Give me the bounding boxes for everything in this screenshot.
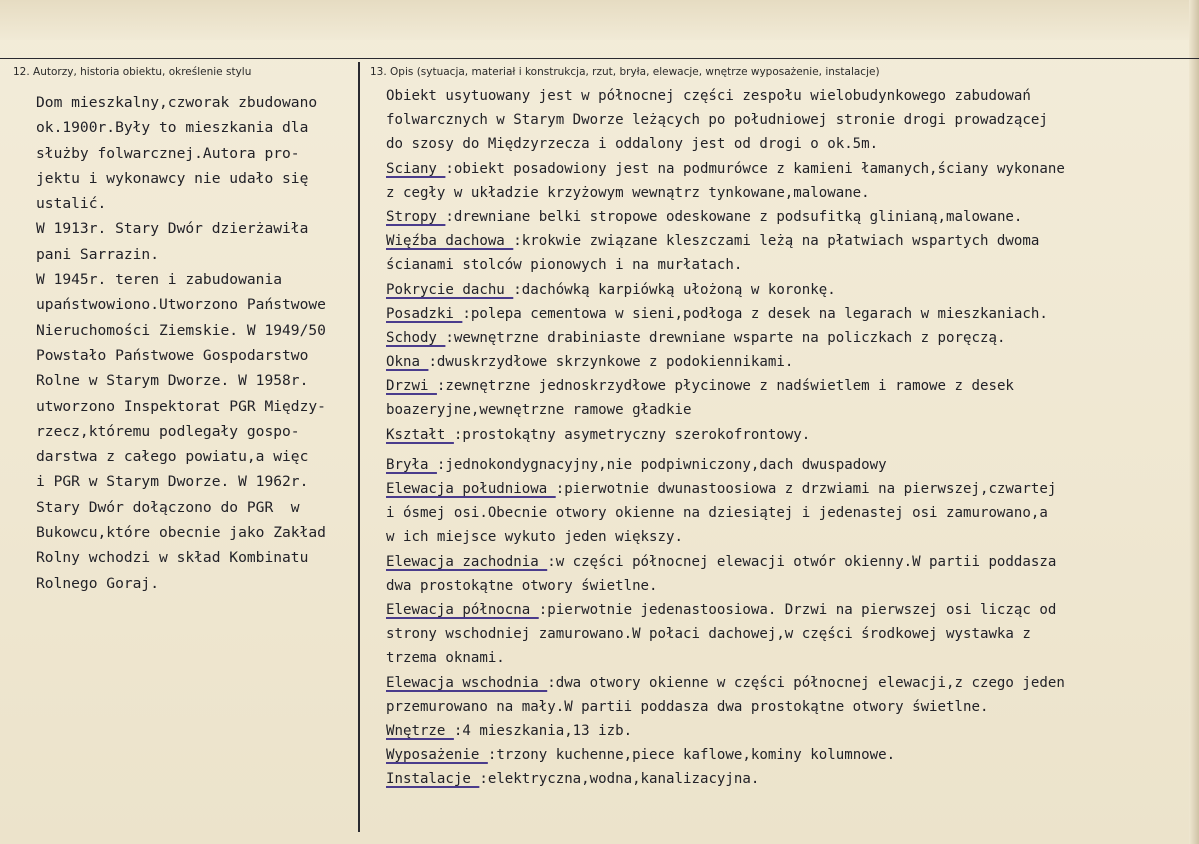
- history-line: Nieruchomości Ziemskie. W 1949/50: [36, 321, 326, 339]
- description-line: [386, 423, 1065, 447]
- description-line: [386, 719, 1065, 743]
- history-line: W 1913r. Stary Dwór dzierżawiła: [36, 220, 309, 238]
- field-label: Elewacja północna: [386, 601, 539, 618]
- description-line: [386, 550, 1065, 574]
- description-line: [386, 622, 1065, 646]
- field-label: Kształt: [386, 426, 454, 443]
- field-text: :zewnętrzne jednoskrzydłowe płycinowe z nadświetlem i ramowe z desek: [436, 378, 1014, 395]
- description-line: [386, 84, 1065, 108]
- field-text: :dwa otwory okienne w części północnej elewacji,z czego jeden: [547, 674, 1065, 691]
- field-text: z cegły w układzie krzyżowym wewnątrz tynkowane,malowane.: [386, 184, 870, 201]
- section-13-header: 13. Opis (sytuacja, materiał i konstrukcja, rzut, bryła, elewacje, wnętrze wyposażenie, instalacje): [370, 66, 880, 78]
- description-line: [386, 157, 1065, 181]
- field-text: do szosy do Międzyrzecza i oddalony jest od drogi o ok.5m.: [386, 136, 879, 153]
- history-line: ustalić.: [36, 195, 107, 213]
- field-text: trzema oknami.: [386, 650, 505, 667]
- field-text: :elektryczna,wodna,kanalizacyjna.: [479, 771, 760, 788]
- section-12-header: 12. Autorzy, historia obiektu, określenie stylu: [13, 66, 252, 78]
- description-line: [386, 501, 1065, 525]
- column-divider: [358, 62, 360, 832]
- history-text: [36, 90, 326, 596]
- field-label: Sciany: [386, 160, 446, 177]
- description-line: [386, 598, 1065, 622]
- field-label: Elewacja południowa: [386, 481, 556, 497]
- field-text: w ich miejsce wykuto jeden większy.: [386, 529, 683, 546]
- history-line: i PGR w Starym Dworze. W 1962r.: [36, 473, 309, 491]
- history-line: Powstało Państwowe Gospodarstwo: [36, 346, 309, 364]
- field-text: :trzony kuchenne,piece kaflowe,kominy kolumnowe.: [487, 747, 896, 764]
- description-line: [386, 253, 1065, 277]
- field-text: :drewniane belki stropowe odeskowane z podsufitką glinianą,malowane.: [445, 208, 1023, 225]
- history-line: W 1945r. teren i zabudowania: [36, 271, 283, 289]
- description-line: [386, 229, 1065, 253]
- description-line: [386, 477, 1065, 501]
- field-label: Drzwi: [386, 378, 437, 395]
- field-text: :jednokondygnacyjny,nie podpiwniczony,dach dwuspadowy: [436, 456, 887, 473]
- description-line: [386, 695, 1065, 719]
- field-text: :w części północnej elewacji otwór okienny.W partii poddasza: [547, 553, 1057, 570]
- history-line: Rolne w Starym Dworze. W 1958r.: [36, 372, 309, 390]
- field-label: Więźba dachowa: [386, 233, 514, 250]
- field-label: Pokrycie dachu: [386, 281, 514, 298]
- history-line: pani Sarrazin.: [36, 245, 160, 263]
- history-line: rzecz,któremu podlegały gospo-: [36, 422, 300, 440]
- history-line: Rolny wchodzi w skład Kombinatu: [36, 549, 309, 567]
- field-text: :pierwotnie dwunastoosiowa z drzwiami na pierwszej,czwartej: [555, 481, 1057, 497]
- field-text: ścianami stolców pionowych i na murłatach.: [386, 257, 743, 274]
- description-line: [386, 374, 1065, 398]
- field-label: Schody: [386, 329, 446, 346]
- field-text: :wewnętrzne drabiniaste drewniane wsparte na policzkach z poręczą.: [445, 329, 1006, 346]
- description-line: [386, 398, 1065, 422]
- field-text: :krokwie związane kleszczami leżą na płatwiach wspartych dwoma: [513, 233, 1040, 250]
- history-line: Stary Dwór dołączono do PGR w: [36, 498, 300, 516]
- field-text: :prostokątny asymetryczny szerokofrontowy.: [453, 426, 811, 443]
- description-line: [386, 132, 1065, 156]
- history-line: służby folwarcznej.Autora pro-: [36, 144, 300, 162]
- field-label: Elewacja wschodnia: [386, 674, 548, 691]
- field-text: :obiekt posadowiony jest na podmurówce z kamieni łamanych,ściany wykonane: [445, 160, 1065, 177]
- field-text: :dwuskrzydłowe skrzynkowe z podokiennikami.: [428, 354, 794, 371]
- field-text: i ósmej osi.Obecnie otwory okienne na dziesiątej i jedenastej osi zamurowano,a: [386, 505, 1048, 522]
- description-line: [386, 278, 1065, 302]
- description-line: [386, 743, 1065, 767]
- field-label: Elewacja zachodnia: [386, 553, 548, 570]
- field-text: folwarcznych w Starym Dworze leżących po południowej stronie drogi prowadzącej: [386, 112, 1048, 129]
- description-line: [386, 108, 1065, 132]
- history-line: jektu i wykonawcy nie udało się: [36, 169, 309, 187]
- history-line: ok.1900r.Były to mieszkania dla: [36, 119, 309, 137]
- history-line: utworzono Inspektorat PGR Między-: [36, 397, 326, 415]
- description-line: [386, 646, 1065, 670]
- history-line: upaństwowiono.Utworzono Państwowe: [36, 296, 326, 314]
- field-text: :dachówką karpiówką ułożoną w koronkę.: [513, 281, 836, 298]
- field-label: Stropy: [386, 208, 446, 225]
- description-line: [386, 205, 1065, 229]
- history-line: Dom mieszkalny,czworak zbudowano: [36, 94, 318, 111]
- field-label: Okna: [386, 354, 429, 371]
- description-line: [386, 671, 1065, 695]
- description-line: [386, 453, 1065, 477]
- history-line: darstwa z całego powiatu,a więc: [36, 448, 309, 466]
- description-line: [386, 574, 1065, 598]
- history-line: Bukowcu,które obecnie jako Zakład: [36, 524, 326, 542]
- history-line: Rolnego Goraj.: [36, 574, 160, 592]
- description-line: [386, 181, 1065, 205]
- field-text: :4 mieszkania,13 izb.: [453, 722, 633, 739]
- description-line: [386, 767, 1065, 791]
- card-top-edge: [0, 0, 1199, 40]
- field-label: Wnętrze: [386, 722, 454, 739]
- field-label: Posadzki: [386, 305, 463, 322]
- description-line: [386, 326, 1065, 350]
- description-line: [386, 350, 1065, 374]
- field-text: dwa prostokątne otwory świetlne.: [386, 577, 658, 594]
- field-text: :polepa cementowa w sieni,podłoga z desek na legarach w mieszkaniach.: [462, 305, 1048, 322]
- description-line: [386, 302, 1065, 326]
- field-label: Bryła: [386, 456, 437, 473]
- description-text: [386, 84, 1065, 791]
- header-rule: [0, 58, 1199, 59]
- field-text: Obiekt usytuowany jest w północnej części zespołu wielobudynkowego zabudowań: [386, 88, 1031, 104]
- field-label: Instalacje: [386, 771, 480, 788]
- field-label: Wyposażenie: [386, 747, 488, 764]
- description-line: [386, 525, 1065, 549]
- field-text: strony wschodniej zamurowano.W połaci dachowej,w części środkowej wystawka z: [386, 626, 1031, 643]
- field-text: boazeryjne,wewnętrzne ramowe gładkie: [386, 402, 692, 419]
- card-right-edge: [1189, 0, 1199, 844]
- field-text: :pierwotnie jedenastoosiowa. Drzwi na pierwszej osi licząc od: [538, 601, 1057, 618]
- field-text: przemurowano na mały.W partii poddasza dwa prostokątne otwory świetlne.: [386, 698, 989, 715]
